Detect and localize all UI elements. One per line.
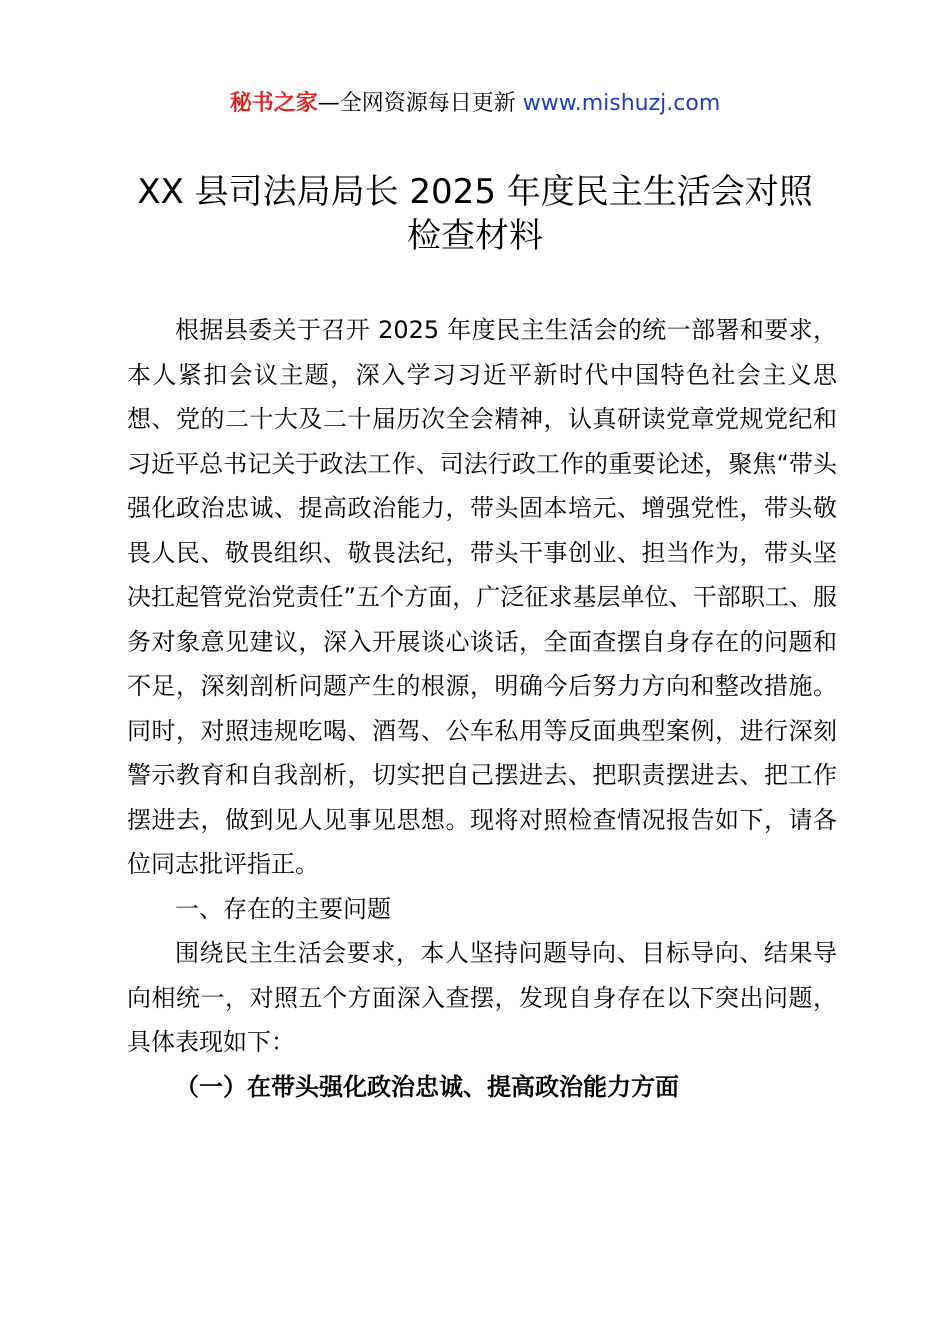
site-tagline: —全网资源每日更新 [317, 91, 516, 116]
document-title [100, 170, 850, 258]
document-body [127, 308, 837, 1109]
site-url-link[interactable]: www.mishuzj.com [522, 91, 721, 116]
section-heading: 一、存在的主要问题 [175, 894, 391, 923]
site-header [0, 88, 950, 120]
document-title-line-1: XX 县司法局局长 2025 年度民主生活会对照 [137, 172, 813, 212]
intro-paragraph: 根据县委关于召开 2025 年度民主生活会的统一部署和要求，本人紧扣会议主题，深入学习习近平新时代中国特色社会主义思想、党的二十大及二十届历次全会精神，认真研读党章党规党纪和习近平总书记关于政法工作、司法行政工作的重要论述，聚焦“带头强化政治忠诚、提高政治能力，带头固本培元、增强党性，带头敬畏人民、敬畏组织、敬畏法纪，带头干事创业、担当作为，带头坚决扛起管党治党责任”五个方面，广泛征求基层单位、干部职工、服务对象意见建议，深入开展谈心谈话，全面查摆自身存在的问题和不足，深刻剖析问题产生的根源，明确今后努力方向和整改措施。同时，对照违规吃喝、酒驾、公车私用等反面典型案例，进行深刻警示教育和自我剖析，切实把自己摆进去、把职责摆进去、把工作摆进去，做到见人见事见思想。现将对照检查情况报告如下，请各位同志批评指正。 [127, 316, 837, 878]
section-intro-paragraph: 围绕民主生活会要求，本人坚持问题导向、目标导向、结果导向相统一，对照五个方面深入查摆，发现自身存在以下突出问题，具体表现如下： [127, 939, 837, 1056]
document-title-line-2: 检查材料 [407, 216, 543, 256]
subsection-heading: （一）在带头强化政治忠诚、提高政治能力方面 [175, 1072, 679, 1101]
site-brand: 秘书之家 [229, 91, 318, 116]
